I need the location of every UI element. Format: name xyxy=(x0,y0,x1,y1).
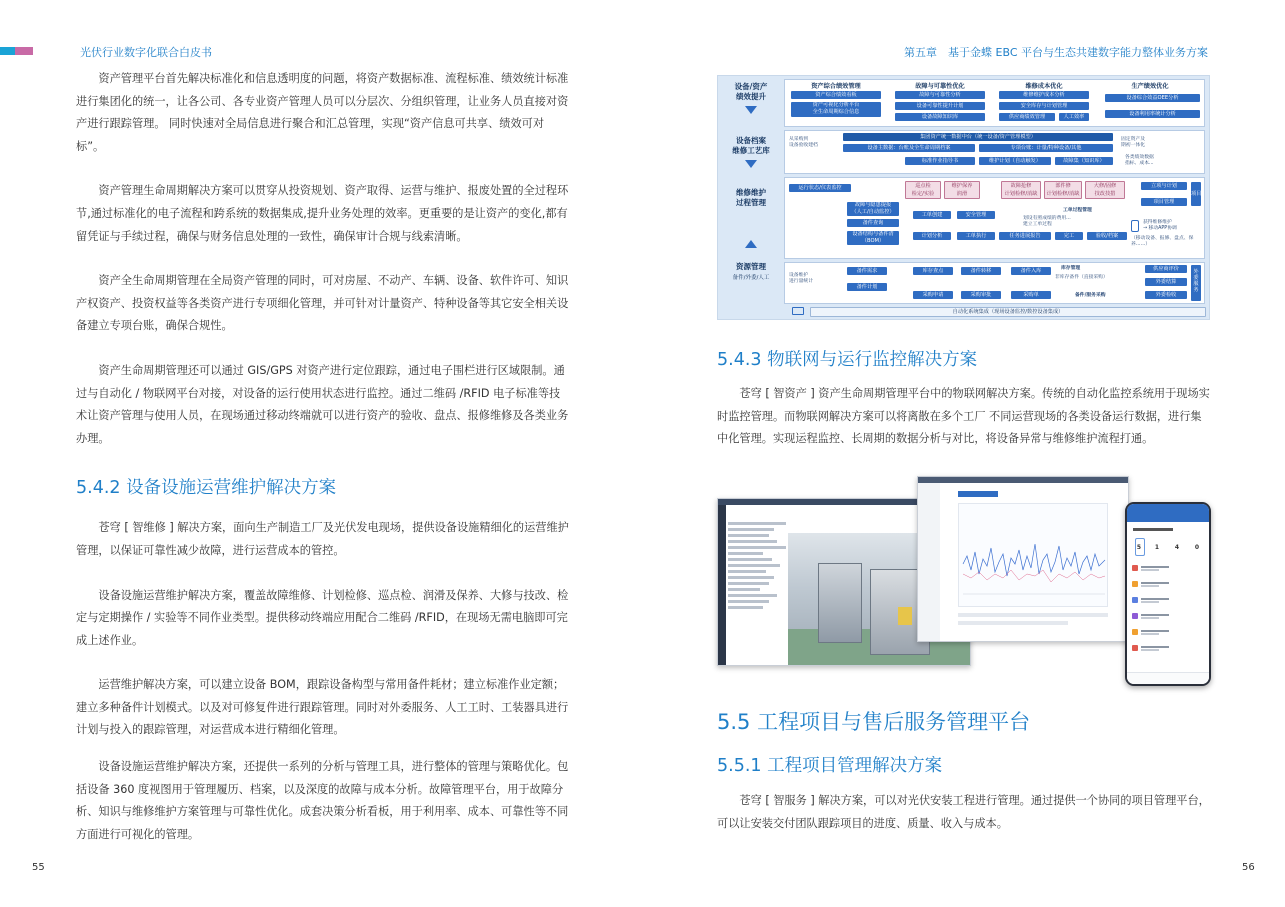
diagram-note: 从采购到 设备验收建档 xyxy=(789,137,818,148)
category-cost: 维修成本优化 xyxy=(1025,83,1063,90)
diagram-note: 非库存备件（直接采购） xyxy=(1055,275,1108,280)
paragraph: 资产管理生命周期解决方案可以贯穿从投资规划、资产取得、运营与维护、报废处置的全过程环节,通过标准化的电子流程和跨系统的数据集成,提升业务处理的效率。更重要的是让资产的变化,都有留凭证与手续过程，确保与财务信息处理的一致性，确保审计合规与线索清晰。 xyxy=(76,184,569,243)
right-column-bottom xyxy=(717,708,1210,835)
stat-value: 0 xyxy=(1194,544,1200,551)
paragraph: 运营维护解决方案，可以建立设备 BOM，跟踪设备构型与常用备件耗材；建立标准作业定额；建立多种备件计划模式。以及对可修复件进行跟踪管理。同时对外委服务、人工工时、工装器具进行计划与投入的跟踪管理，对运营成本进行精细化管理。 xyxy=(76,678,569,737)
diagram-box: 设备综合效益OEE分析 xyxy=(1105,94,1200,102)
diagram-box: 标准作业指导书 xyxy=(905,157,975,165)
page-number-right: 56 xyxy=(1242,862,1255,873)
diagram-note: 各类绩效数据 指标、成本... xyxy=(1125,155,1154,166)
diagram-box: 任务进展报告 xyxy=(999,232,1051,240)
diagram-box: 安全库存与计划管理 xyxy=(999,102,1089,110)
diagram-box: 备件计划 xyxy=(847,283,887,291)
diagram-box: 备件转移 xyxy=(961,267,1001,275)
diagram-box: 故障与隐患提报 （人工/自动监控） xyxy=(847,202,899,216)
diagram-box: 维修维护成本分析 xyxy=(999,91,1089,99)
diagram-box: 运行状态/仪表监控 xyxy=(789,184,851,192)
iot-screenshots-collage xyxy=(717,470,1210,688)
diagram-box: 部件修 计划检修/消缺 xyxy=(1044,181,1082,199)
band-performance xyxy=(784,79,1205,127)
diagram-box: 备件入库 xyxy=(1011,267,1051,275)
diagram-box: 维护保养 润滑 xyxy=(944,181,980,199)
diagram-box: 外委结算 xyxy=(1145,278,1187,286)
paragraph: 设备设施运营维护解决方案，覆盖故障维修、计划检修、巡点检、润滑及保养、大修与技改、检定与定期操作 / 实验等不同作业类型。提供移动终端应用配合二维码 /RFID，在现场无需电脑即可完成上述作业。 xyxy=(76,588,569,647)
diagram-box: 巡点检 检定/实验 xyxy=(905,181,941,199)
row-label-performance: 设备/资产 绩效提升 xyxy=(734,82,768,101)
diagram-box: 验收/档案 xyxy=(1087,232,1127,240)
header-accent-blue xyxy=(0,47,15,55)
diagram-box: 故障与可靠性分析 xyxy=(895,91,985,99)
diagram-box: 大修/固修 技改技措 xyxy=(1085,181,1125,199)
paragraph: 设备设施运营维护解决方案，还提供一系列的分析与管理工具，进行整体的管理与策略优化。包括设备 360 度视图用于管理履历、档案，以及深度的故障与成本分析。故障管理平台，用于故障分析、知识与维修维护方案管理与可靠性优化。成套决策分析看板，用于利用率、成本、可靠性等不同方面进行可视化的管理。 xyxy=(76,760,569,841)
diagram-box: 安全管理 xyxy=(957,211,995,219)
header-left-title: 光伏行业数字化联合白皮书 xyxy=(80,46,212,59)
arrow-down-icon xyxy=(745,160,757,168)
diagram-box: 采购单 xyxy=(1011,291,1051,299)
stat-value: 1 xyxy=(1154,544,1160,551)
row-label-archive: 设备档案 维修工艺库 xyxy=(732,136,770,155)
right-column-top xyxy=(717,348,1210,451)
row-label-resources: 资源管理 备件/外委/人工 xyxy=(732,262,770,281)
diagram-box: 人工效率 xyxy=(1059,113,1089,121)
diagram-note: 工单过程管理 xyxy=(1063,208,1092,213)
monitor-icon xyxy=(792,307,804,315)
diagram-note: 库存管理 xyxy=(1061,266,1081,271)
paragraph: 苍穹 [ 智服务 ] 解决方案，可以对光伏安装工程进行管理。通过提供一个协同的项目管理平台，可以让安装交付团队跟踪项目的进度、质量、收入与成本。 xyxy=(717,794,1210,830)
diagram-box: 设备利用率统计分析 xyxy=(1105,110,1200,118)
diagram-box: 计划分析 xyxy=(913,232,951,240)
diagram-box: 设备结构与备件清 （BOM） xyxy=(847,231,899,245)
diagram-box: 供应商绩效管理 xyxy=(999,113,1055,121)
band-process xyxy=(784,177,1205,259)
paragraph: 苍穹 [ 智维修 ] 解决方案，面向生产制造工厂及光伏发电现场，提供设备设施精细化的运营维护管理，以保证可靠性减少故障，进行运营成本的管控。 xyxy=(76,521,569,557)
section-heading-55: 5.5 工程项目与售后服务管理平台 xyxy=(717,710,1031,734)
diagram-box: 维护计划（自动触发） xyxy=(979,157,1051,165)
diagram-box: 库存查点 xyxy=(913,267,953,275)
sensor-waveform xyxy=(959,504,1109,608)
mobile-app-screen xyxy=(1125,502,1211,686)
diagram-box: 资产可视化分析平台 全生命周期综合信息 xyxy=(791,102,881,117)
diagram-footer: 自动化系统集成（现场设备监控/数控设备集成） xyxy=(810,307,1206,317)
diagram-box: 备件需求 xyxy=(847,267,887,275)
diagram-box: 故障抢修 计划检修/消缺 xyxy=(1001,181,1041,199)
diagram-note: （移动设备、报修、盘点、保养……） xyxy=(1131,236,1194,247)
paragraph: 资产管理平台首先解决标准化和信息透明度的问题，将资产数据标准、流程标准、绩效统计标准进行集团化的统一，让各公司、各专业资产管理人员可以分层次、分组织管理，让业务人员直接对资产进行跟踪管理。 同时快速对全局信息进行聚合和汇总管理，实现“资产信息可共享、绩效可对标”。 xyxy=(76,72,569,153)
diagram-note: 备件/服务采购 xyxy=(1075,293,1106,298)
diagram-box: 工单执行 xyxy=(957,232,995,240)
diagram-box: 设备可靠性提升计划 xyxy=(895,102,985,110)
diagram-box: 工单创建 xyxy=(913,211,951,219)
stat-value: 5 xyxy=(1136,544,1142,551)
band-resources xyxy=(784,262,1205,304)
section-heading-542: 5.4.2 设备设施运营维护解决方案 xyxy=(76,478,337,499)
diagram-box: 立项与计划 xyxy=(1141,182,1187,190)
diagram-note: 划设有照成绩的费用... 建立工单过程 xyxy=(1023,216,1071,227)
diagram-box: 供应商评价 xyxy=(1145,265,1187,273)
diagram-box: 集团资产统一数据中台（统一设备/资产管理模型） xyxy=(843,133,1113,141)
diagram-box: 故障集（知识库） xyxy=(1055,157,1113,165)
header-accent-pink xyxy=(15,47,33,55)
screen-iot-chart xyxy=(917,476,1129,642)
diagram-box: 外委检收 xyxy=(1145,291,1187,299)
paragraph: 资产生命周期管理还可以通过 GIS/GPS 对资产进行定位跟踪，通过电子围栏进行区域限制。通过与自动化 / 物联网平台对接，对设备的运行使用状态进行监控。通过二维码 /RFID 电子标准等技术让资产管理与使用人员，在现场通过移动终端就可以进行资产的验收、盘点、报修维修及各类业务办理。 xyxy=(76,363,569,445)
tree-panel xyxy=(728,519,786,612)
section-heading-543: 5.4.3 物联网与运行监控解决方案 xyxy=(717,350,978,370)
diagram-note: 固定资产及 期初一体化 xyxy=(1121,137,1145,148)
diagram-box: 设备主数据：台账及全生命周期档案 xyxy=(843,144,975,152)
stat-value: 4 xyxy=(1174,544,1180,551)
band-archive xyxy=(784,130,1205,174)
diagram-box: 备件查询 xyxy=(847,219,899,227)
asset-management-diagram xyxy=(717,75,1210,320)
section-heading-551: 5.5.1 工程项目管理解决方案 xyxy=(717,756,943,776)
paragraph: 资产全生命周期管理在全局资产管理的同时，可对房屋、不动产、车辆、设备、软件许可、知识产权资产、投资权益等各类资产进行专项细化管理，并可针对计量资产、特种设备等其它安全相关设备建立专项台账，确保合规性。 xyxy=(76,274,569,333)
category-reliability: 故障与可靠性优化 xyxy=(915,83,965,90)
mobile-icon xyxy=(1131,220,1139,232)
arrow-down-icon xyxy=(745,106,757,114)
header-right-title: 第五章 基于金蝶 EBC 平台与生态共建数字能力整体业务方案 xyxy=(904,46,1208,59)
diagram-box: 专项台账：计量/特种设备/其他 xyxy=(979,144,1113,152)
page-number-left: 55 xyxy=(32,862,45,873)
arrow-up-icon xyxy=(745,240,757,248)
diagram-box: 外委服务 xyxy=(1191,265,1201,301)
diagram-box: 项目管理 xyxy=(1141,198,1187,206)
diagram-box: 采购审批 xyxy=(961,291,1001,299)
diagram-box: 设备故障知识库 xyxy=(895,113,985,121)
category-asset-performance: 资产综合绩效管理 xyxy=(811,83,861,90)
diagram-box: 资产综合绩效看板 xyxy=(791,91,881,99)
row-label-process: 维修维护 过程管理 xyxy=(736,188,766,207)
diagram-box: 采购申请 xyxy=(913,291,953,299)
left-column xyxy=(76,68,570,846)
diagram-note: 设备维护 进行量统计 xyxy=(789,273,813,284)
paragraph: 苍穹 [ 智资产 ] 资产生命周期管理平台中的物联网解决方案。传统的自动化监控系统用于现场实时监控管理。而物联网解决方案可以将离散在多个工厂 不同运营现场的各类设备运行数据，进行集中化管理。实现运程监控、长周期的数据分析与对比，将设备异常与维修维护流程打通。 xyxy=(717,387,1210,446)
diagram-note: 获得维修维护 → 移动APP协调 xyxy=(1143,220,1177,231)
time-series-chart xyxy=(958,503,1108,607)
diagram-box: 完工 xyxy=(1055,232,1083,240)
diagram-box: 项目 xyxy=(1191,182,1201,206)
category-production: 生产绩效优化 xyxy=(1131,83,1169,90)
